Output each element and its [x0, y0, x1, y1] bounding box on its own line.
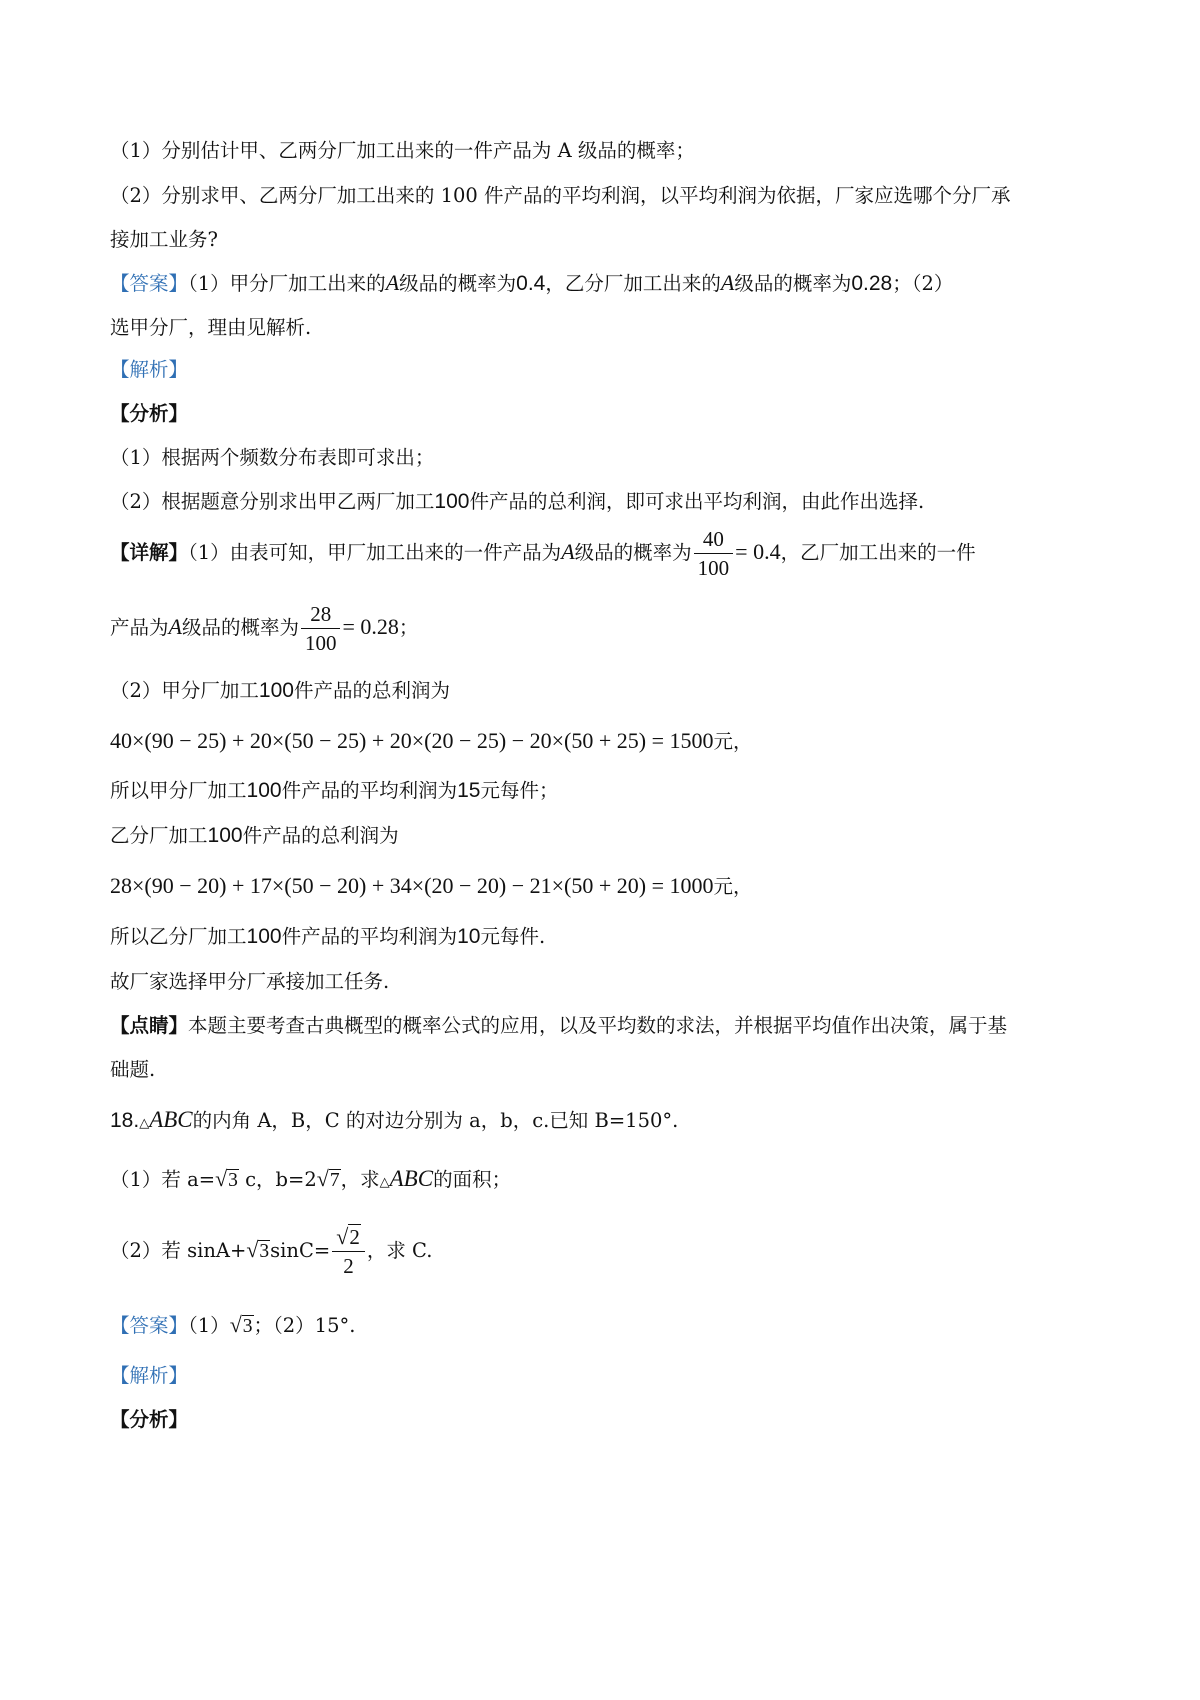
equation-result: = 0.28 — [342, 614, 399, 639]
formula-line-2 — [110, 871, 753, 902]
xiangjie-text: ，乙厂加工出来的一件 — [780, 541, 976, 564]
profit-formula-b: 28×(90 − 20) + 17×(50 − 20) + 34×(20 − 20) − 21×(50 + 20) = 1000 — [110, 873, 714, 898]
xiangjie-text: 所以甲分厂加工 — [110, 779, 247, 802]
math-var-a: A — [168, 614, 182, 639]
triangle-name: ABC — [389, 1166, 434, 1191]
sqrt-7: √7 — [316, 1166, 340, 1191]
answer-value: 0.4 — [516, 272, 546, 295]
q18-sub1-text: c，b=2 — [238, 1168, 317, 1191]
xiangjie-line5 — [110, 821, 399, 851]
equation-result: = 0.4 — [735, 539, 781, 564]
fraction-denominator: 100 — [304, 631, 337, 655]
xiangjie-text: 件产品的总利润为 — [242, 824, 399, 847]
fraction-numerator: 40 — [694, 525, 734, 554]
number-10: 10 — [457, 925, 481, 948]
dianjing-line1 — [110, 1011, 1007, 1041]
sqrt-radicand: 7 — [329, 1170, 340, 1191]
profit-formula-a: 40×(90 − 25) + 20×(50 − 25) + 20×(20 − 25) − 20×(50 + 25) = 1500 — [110, 728, 714, 753]
q18-fenxi-tag: 【分析】 — [110, 1408, 189, 1431]
fenxi-text: 件产品的总利润，即可求出平均利润，由此作出选择. — [469, 490, 925, 513]
xiangjie-text: 元每件. — [480, 925, 546, 948]
q18-sub1 — [110, 1164, 511, 1198]
number-100: 100 — [246, 779, 282, 802]
triangle-name: ABC — [149, 1107, 193, 1132]
xiangjie-text: （2）甲分厂加工 — [110, 679, 259, 702]
sqrt-radicand: 2 — [349, 1225, 360, 1249]
q18-sub2-text: （2）若 sinA+ — [110, 1239, 247, 1262]
xiangjie-line1 — [110, 522, 976, 583]
xiangjie-text: 产品为 — [110, 616, 169, 639]
q17-answer-line2: 选甲分厂，理由见解析. — [110, 316, 312, 339]
math-var-a: A — [385, 270, 400, 295]
xiangjie-line3 — [110, 676, 450, 706]
q18-stem — [110, 1105, 678, 1139]
xiangjie-line7: 故厂家选择甲分厂承接加工任务. — [110, 970, 390, 993]
number-15: 15 — [457, 779, 481, 802]
xiangjie-text: （1）由表可知，甲厂加工出来的一件产品为 — [188, 541, 562, 564]
q18-stem-text: 的内角 A，B，C 的对边分别为 a，b，c.已知 B=150°. — [192, 1109, 679, 1132]
q18-sub1-text: 的面积； — [433, 1168, 512, 1191]
sqrt-3: √3 — [215, 1166, 238, 1191]
xiangjie-text: 级品的概率为 — [181, 616, 299, 639]
fenxi-line1: （1）根据两个频数分布表即可求出； — [110, 446, 435, 469]
fraction-40-100 — [694, 525, 734, 582]
xiangjie-tag: 【详解】 — [110, 541, 189, 564]
fenxi-text: （2）根据题意分别求出甲乙两厂加工 — [110, 490, 435, 513]
dianjing-tag: 【点睛】 — [110, 1014, 189, 1037]
fenxi-line2 — [110, 487, 924, 517]
xiangjie-text: 件产品的平均利润为 — [281, 779, 458, 802]
formula-unit: 元， — [713, 875, 753, 898]
fraction-numerator: √2 — [332, 1223, 365, 1252]
math-var-a: A — [720, 270, 735, 295]
dianjing-text: 本题主要考查古典概型的概率公式的应用，以及平均数的求法，并根据平均值作出决策，属于基 — [188, 1014, 1008, 1037]
sqrt-3: √3 — [229, 1312, 253, 1337]
xiangjie-text: 件产品的总利润为 — [293, 679, 450, 702]
number-100: 100 — [434, 490, 470, 513]
sqrt-3: √3 — [246, 1237, 270, 1262]
answer-text: 级品的概率为 — [734, 272, 852, 295]
answer-tag: 【答案】 — [110, 272, 189, 295]
number-100: 100 — [246, 925, 282, 948]
q18-answer — [110, 1310, 355, 1342]
xiangjie-line4 — [110, 776, 558, 806]
triangle-icon: △ — [139, 1116, 150, 1131]
q17-sub1: （1）分别估计甲、乙两分厂加工出来的一件产品为 A 级品的概率； — [110, 139, 695, 162]
answer-text: 级品的概率为 — [399, 272, 517, 295]
answer-text: （1）甲分厂加工出来的 — [188, 272, 386, 295]
fraction-denominator: 2 — [343, 1254, 354, 1278]
q18-sub2-text: sinC= — [270, 1239, 331, 1262]
answer-tag: 【答案】 — [110, 1314, 189, 1337]
answer-value: 0.28 — [851, 272, 893, 295]
fraction-numerator: 28 — [301, 600, 341, 629]
answer-text: ；（2） — [892, 272, 954, 295]
triangle-icon: △ — [379, 1175, 390, 1190]
xiangjie-text: 元每件； — [480, 779, 559, 802]
q18-sub2 — [110, 1220, 432, 1282]
answer-text: ；（2）15°. — [253, 1314, 356, 1337]
fraction-28-100 — [301, 600, 341, 657]
xiangjie-text: 所以乙分厂加工 — [110, 925, 247, 948]
q17-answer-line1 — [110, 268, 953, 299]
sqrt-radicand: 3 — [242, 1316, 253, 1337]
q17-sub2-line1: （2）分别求甲、乙两分厂加工出来的 100 件产品的平均利润，以平均利润为依据，厂家应选哪个分厂承 — [110, 184, 1011, 207]
fraction-denominator: 100 — [697, 556, 730, 580]
q18-sub1-text: （1）若 a= — [110, 1168, 216, 1191]
q18-sub1-text: ，求 — [340, 1168, 380, 1191]
xiangjie-line6 — [110, 922, 545, 952]
xiangjie-text: ； — [398, 616, 419, 639]
number-100: 100 — [207, 824, 243, 847]
formula-unit: 元， — [713, 730, 753, 753]
xiangjie-text: 乙分厂加工 — [110, 824, 208, 847]
sqrt-radicand: 3 — [228, 1170, 238, 1191]
q17-sub2-line2: 接加工业务? — [110, 228, 218, 251]
xiangjie-text: 级品的概率为 — [574, 541, 692, 564]
q18-jiexi-tag: 【解析】 — [110, 1364, 189, 1387]
jiexi-tag: 【解析】 — [110, 358, 189, 381]
dianjing-line2: 础题. — [110, 1058, 156, 1081]
xiangjie-text: 件产品的平均利润为 — [281, 925, 458, 948]
math-var-a: A — [561, 539, 575, 564]
xiangjie-line2 — [110, 597, 418, 658]
answer-text: （1） — [188, 1314, 230, 1337]
q18-sub2-text: ，求 C. — [366, 1239, 433, 1262]
number-100: 100 — [258, 679, 294, 702]
answer-text: ，乙分厂加工出来的 — [545, 272, 721, 295]
sqrt-radicand: 3 — [259, 1241, 270, 1262]
question-number: 18. — [110, 1109, 140, 1132]
fenxi-tag: 【分析】 — [110, 402, 189, 425]
formula-line-1 — [110, 726, 753, 757]
fraction-sqrt2-over-2 — [332, 1223, 365, 1280]
